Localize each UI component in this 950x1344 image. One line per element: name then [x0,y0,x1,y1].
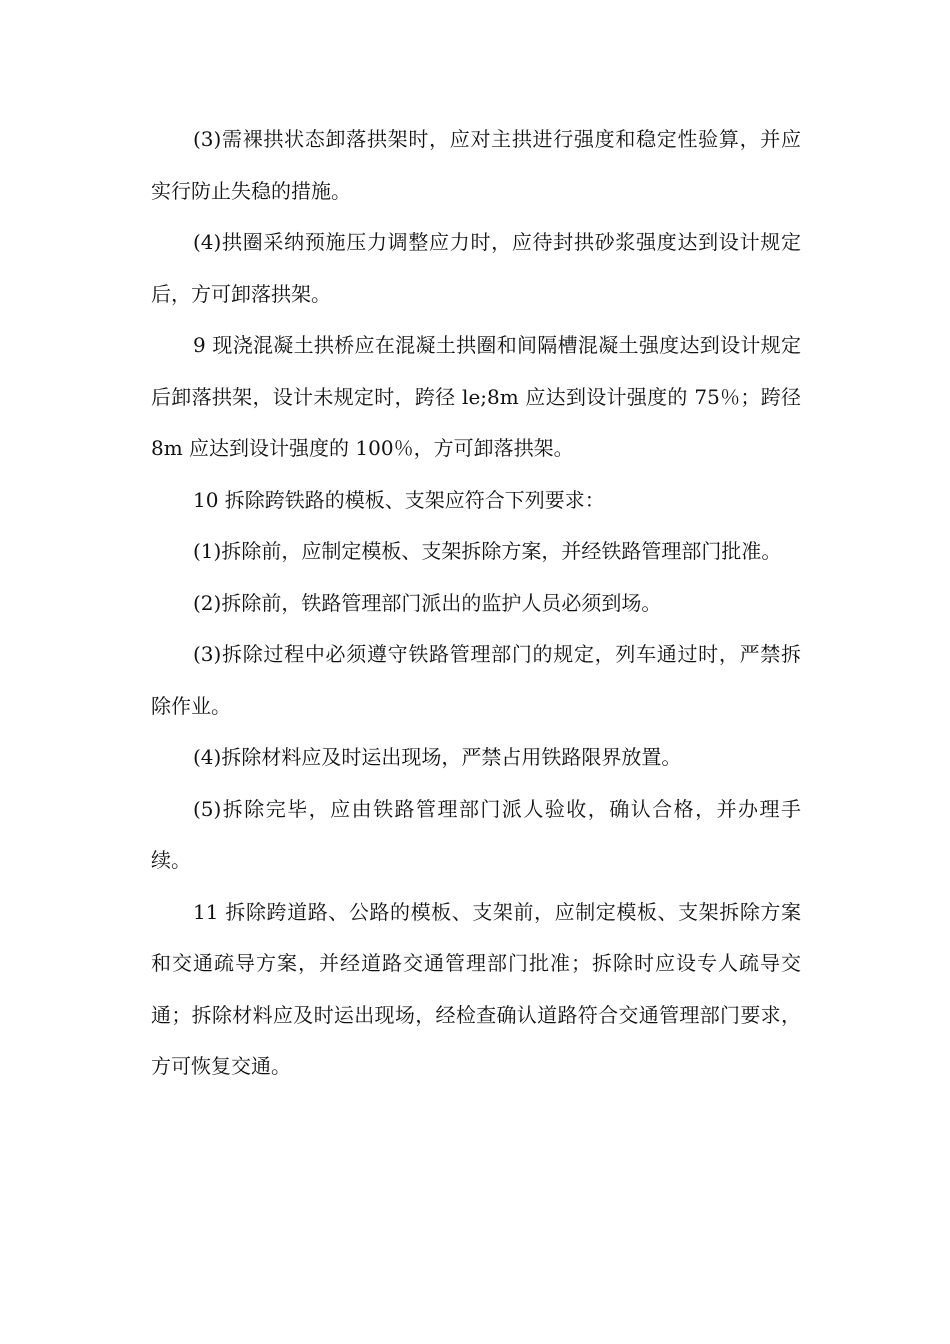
paragraph-10-5-acceptance: (5)拆除完毕，应由铁路管理部门派人验收，确认合格，并办理手续。 [151,796,801,872]
paragraph-11-road-removal: 11 拆除跨道路、公路的模板、支架前，应制定模板、支架拆除方案和交通疏导方案，并经道路交通管理部门批准；拆除时应设专人疏导交通；拆除材料应及时运出现场，经检查确认道路符合交通管理部门要求，方可恢复交通。 [151,899,801,1078]
paragraph-10-1-removal-plan: (1)拆除前，应制定模板、支架拆除方案，并经铁路管理部门批准。 [193,539,782,563]
paragraph-3-arch-unloading: (3)需裸拱状态卸落拱架时，应对主拱进行强度和稳定性验算，并应实行防止失稳的措施。 [151,127,801,203]
paragraph-10-3-train-passing: (3)拆除过程中必须遵守铁路管理部门的规定，列车通过时，严禁拆除作业。 [151,642,801,718]
paragraph-10-railway-removal: 10 拆除跨铁路的模板、支架应符合下列要求： [193,487,605,512]
paragraph-10-4-material-removal: (4)拆除材料应及时运出现场，严禁占用铁路限界放置。 [193,745,682,769]
paragraph-4-prestress-adjustment: (4)拱圈采纳预施压力调整应力时，应待封拱砂浆强度达到设计规定后，方可卸落拱架。 [151,230,801,306]
document-body [151,114,801,1093]
paragraph-9-cast-in-place-arch: 9 现浇混凝土拱桥应在混凝土拱圈和间隔槽混凝土强度达到设计规定后卸落拱架，设计未规定时，跨径 le;8m 应达到设计强度的 75％；跨径 8m 应达到设计强度的 100％，方可卸落拱架。 [151,333,801,460]
paragraph-10-2-supervisor-presence: (2)拆除前，铁路管理部门派出的监护人员必须到场。 [193,590,662,615]
